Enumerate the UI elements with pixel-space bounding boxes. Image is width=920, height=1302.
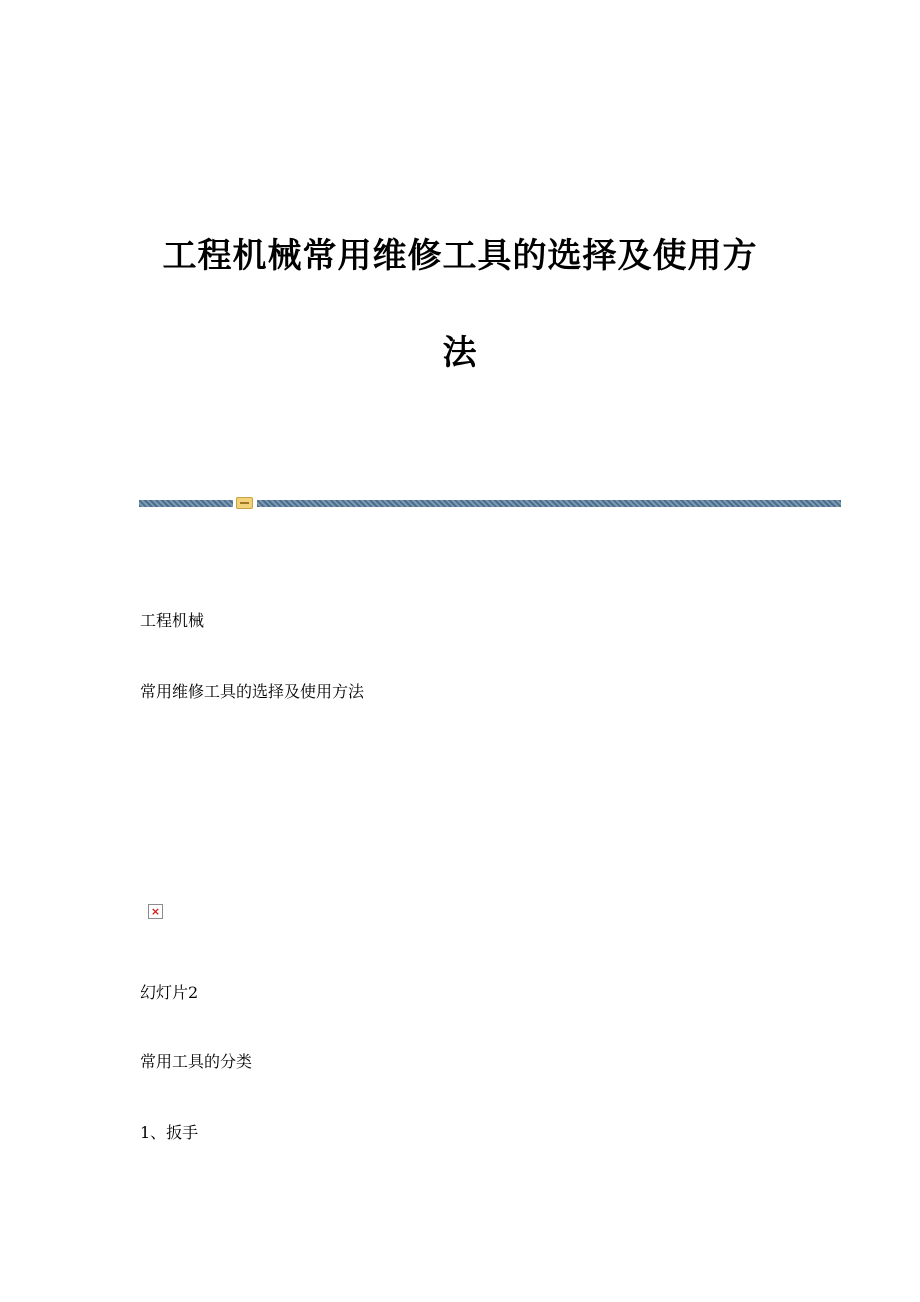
document-title-line-1: 工程机械常用维修工具的选择及使用方 (162, 236, 758, 276)
title-divider (139, 497, 841, 509)
divider-bar-right (257, 500, 841, 507)
paragraph-5: 1、扳手 (140, 1123, 199, 1142)
paragraph-4: 常用工具的分类 (140, 1052, 253, 1071)
broken-image-x-glyph: × (150, 905, 161, 918)
document-title-line-2: 法 (442, 333, 478, 373)
paragraph-3: 幻灯片2 (140, 983, 199, 1002)
paragraph-2: 常用维修工具的选择及使用方法 (140, 682, 365, 701)
broken-image-icon (148, 904, 163, 919)
paragraph-1: 工程机械 (140, 611, 205, 630)
divider-ornament-icon (236, 497, 253, 509)
divider-bar-left (139, 500, 233, 507)
